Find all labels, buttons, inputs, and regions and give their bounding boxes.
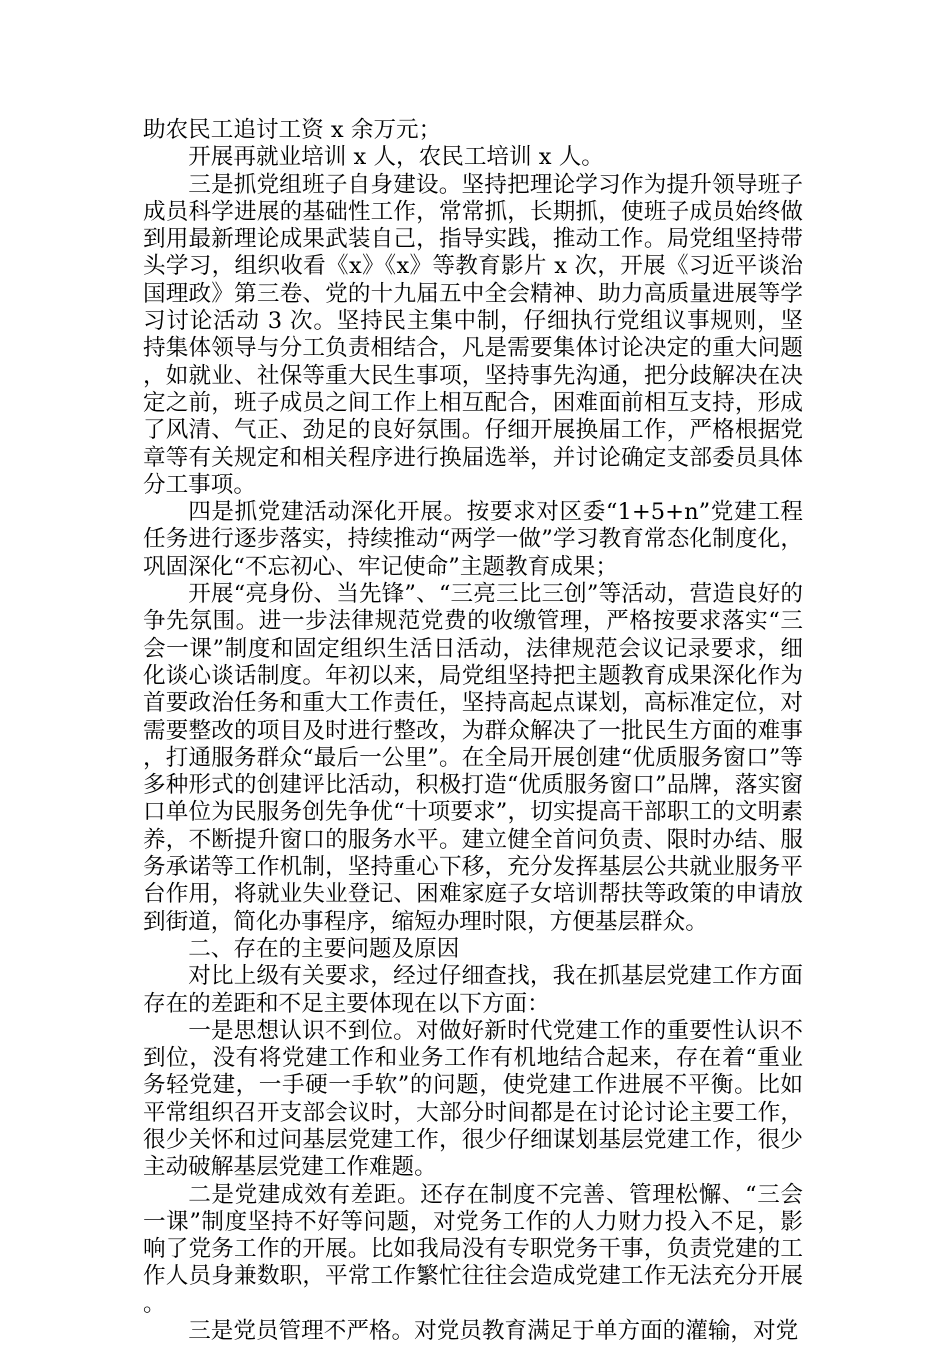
paragraph-training: 开展再就业培训 x 人，农民工培训 x 人。 [188, 144, 604, 171]
document-page [143, 117, 803, 1345]
paragraph-problem-one: 一是思想认识不到位。对做好新时代党建工作的重要性认识不到位，没有将党建工作和业务工作有机地结合起来，存在着“重业务轻党建，一手硬一手软”的问题，使党建工作进展不平衡。比如平常组织召开支部会议时，大部分时间都是在讨论讨论主要工作，很少关怀和过问基层党建工作，很少仔细谋划基层党建工作，很少主动破解基层党建工作难题。 [143, 1017, 803, 1181]
paragraph-problem-two: 二是党建成效有差距。还存在制度不完善、管理松懈、“三会一课”制度坚持不好等问题，对党务工作的人力财力投入不足，影响了党务工作的开展。比如我局没有专职党务干事，负责党建的工作人员身兼数职，平常工作繁忙往往会造成党建工作无法充分开展。 [143, 1181, 803, 1317]
section-heading-problems: 二、存在的主要问题及原因 [188, 935, 460, 962]
paragraph-problem-three: 三是党员管理不严格。对党员教育满足于单方面的灌输，对党 [188, 1318, 799, 1345]
paragraph-party-group-building: 三是抓党组班子自身建设。坚持把理论学习作为提升领导班子成员科学进展的基础性工作，常常抓，长期抓，使班子成员始终做到用最新理论成果武装自己，指导实践，推动工作。局党组坚持带头学习，组织收看《x》《x》等教育影片 x 次，开展《习近平谈治国理政》第三卷、党的十九届五中全会精神、助力高质量进展等学习讨论活动 3 次。坚持民主集中制，仔细执行党组议事规则，坚持集体领导与分工负责相结合，凡是需要集体讨论决定的重大问题，如就业、社保等重大民生事项，坚持事先沟通，把分歧解决在决定之前，班子成员之间工作上相互配合，困难面前相互支持，形成了风清、气正、劲足的良好氛围。仔细开展换届工作，严格根据党章等有关规定和相关程序进行换届选举，并讨论确定支部委员具体分工事项。 [143, 171, 803, 498]
paragraph-continuation: 助农民工追讨工资 x 余万元； [143, 117, 442, 143]
paragraph-party-activities: 四是抓党建活动深化开展。按要求对区委“1+5+n”党建工程任务进行逐步落实，持续推动“两学一做”学习教育常态化制度化，巩固深化“不忘初心、牢记使命”主题教育成果； [143, 499, 803, 580]
paragraph-service-window: 开展“亮身份、当先锋”、“三亮三比三创”等活动，营造良好的争先氛围。进一步法律规范党费的收缴管理，严格按要求落实“三会一课”制度和固定组织生活日活动，法律规范会议记录要求，细化谈心谈话制度。年初以来，局党组坚持把主题教育成果深化作为首要政治任务和重大工作责任，坚持高起点谋划，高标准定位，对需要整改的项目及时进行整改，为群众解决了一批民生方面的难事，打通服务群众“最后一公里”。在全局开展创建“优质服务窗口”等多种形式的创建评比活动，积极打造“优质服务窗口”品牌，落实窗口单位为民服务创先争优“十项要求”，切实提高干部职工的文明素养，不断提升窗口的服务水平。建立健全首问负责、限时办结、服务承诺等工作机制，坚持重心下移，充分发挥基层公共就业服务平台作用，将就业失业登记、困难家庭子女培训帮扶等政策的申请放到街道，简化办事程序，缩短办理时限，方便基层群众。 [143, 581, 803, 935]
paragraph-comparison: 对比上级有关要求，经过仔细查找，我在抓基层党建工作方面存在的差距和不足主要体现在以下方面： [143, 963, 803, 1017]
